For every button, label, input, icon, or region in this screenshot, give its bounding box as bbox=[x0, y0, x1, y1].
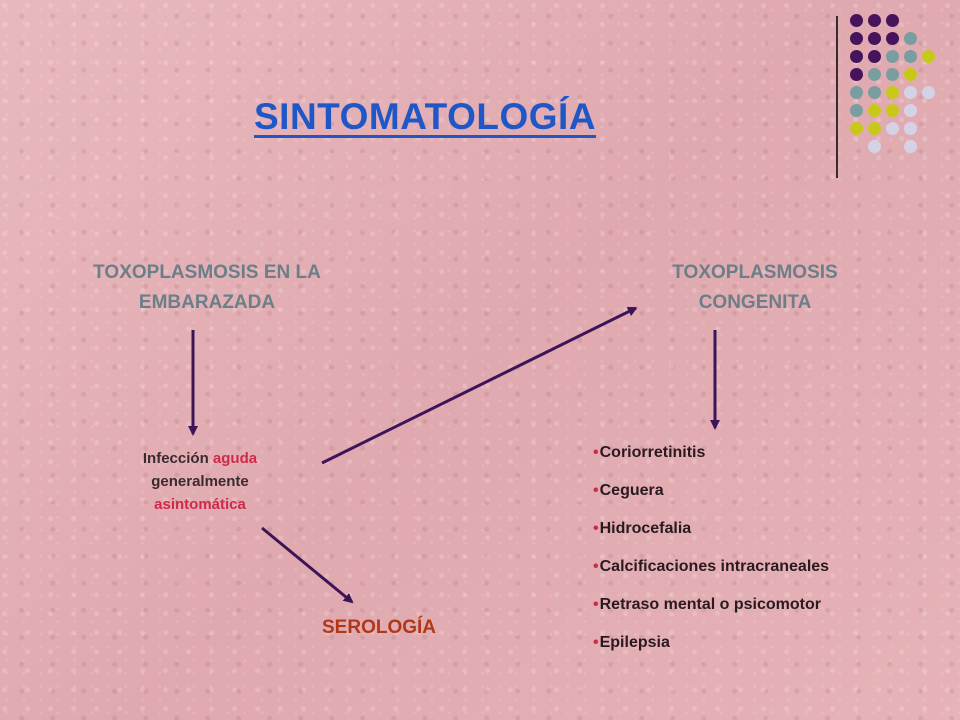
list-item: •Hidrocefalia bbox=[593, 520, 692, 537]
heading-left-line1: TOXOPLASMOSIS EN LA bbox=[93, 262, 321, 283]
list-item: •Calcificaciones intracraneales bbox=[593, 558, 830, 575]
heading-right-line2: CONGENITA bbox=[698, 292, 812, 313]
list-item: •Coriorretinitis bbox=[593, 444, 706, 461]
list-item: •Retraso mental o psicomotor bbox=[593, 596, 821, 613]
list-item: •Epilepsia bbox=[593, 634, 670, 651]
heading-left-line2: EMBARAZADA bbox=[138, 292, 276, 313]
arrow-to-serologia bbox=[262, 528, 352, 602]
arrow-diagonal-to-congenita bbox=[322, 308, 636, 463]
aguda-word: aguda bbox=[212, 450, 258, 467]
heading-right-line1: TOXOPLASMOSIS bbox=[672, 262, 838, 283]
list-item: •Ceguera bbox=[593, 482, 664, 499]
infection-word: Infección bbox=[142, 450, 209, 467]
infection-line3: asintomática bbox=[154, 496, 246, 513]
page-title: SINTOMATOLOGÍA bbox=[254, 96, 597, 137]
infection-line2: generalmente bbox=[151, 473, 249, 490]
serologia-label: SEROLOGÍA bbox=[322, 617, 437, 638]
